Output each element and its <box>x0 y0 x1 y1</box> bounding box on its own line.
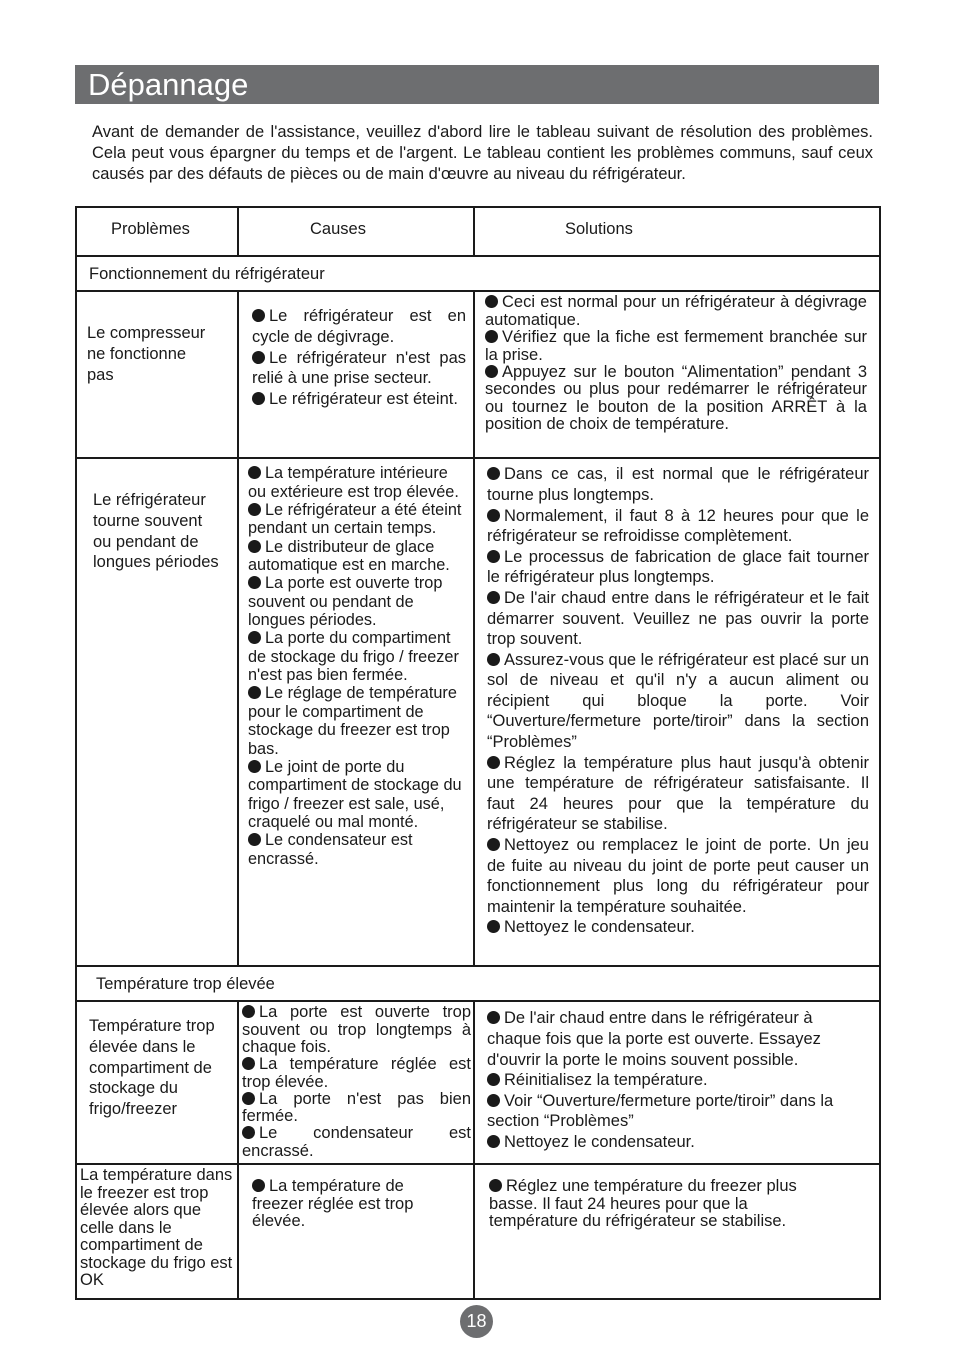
list-item: De l'air chaud entre dans le réfrigérateur et le fait démarrer souvent. Veuillez ne pas ouvrir la porte trop souvent. <box>487 588 869 649</box>
bullet-icon <box>242 1126 255 1139</box>
causes-list <box>252 1178 457 1231</box>
list-item: Le réglage de température pour le compartiment de stockage du freezer est trop bas. <box>248 684 457 758</box>
list-item: La porte est ouverte trop souvent ou trop longtemps à chaque fois. <box>242 1003 471 1056</box>
bullet-icon <box>248 686 261 699</box>
bullet-icon <box>487 509 500 522</box>
page-number-badge: 18 <box>460 1305 493 1338</box>
bullet-icon <box>242 1005 255 1018</box>
list-item: Le réfrigérateur est en cycle de dégivrage. <box>252 307 466 347</box>
table-row <box>76 291 880 458</box>
list-item: Voir “Ouverture/fermeture porte/tiroir” dans la section “Problèmes” <box>487 1091 834 1131</box>
list-item: Le joint de porte du compartiment de stockage du frigo / freezer est sale, usé, craquelé ou mal monté. <box>248 757 462 831</box>
list-item: Le condensateur est encrassé. <box>248 831 413 868</box>
problem-text: La température dans le freezer est trop élevée alors que celle dans le compartiment de stockage du frigo est OK <box>80 1166 233 1290</box>
section-title: Température trop élevée <box>96 975 275 994</box>
list-item: Le réfrigérateur est éteint. <box>252 389 466 410</box>
list-item: Le distributeur de glace automatique est en marche. <box>248 537 450 575</box>
list-item: Réglez la température plus haut jusqu'à obtenir une température de réfrigérateur satisfaisante. Il faut 24 heures pour que la température du réfrigérateur se stabilise. <box>487 753 869 834</box>
causes-list <box>242 1004 471 1160</box>
title-bar <box>75 65 879 104</box>
solutions-list <box>487 464 869 938</box>
header-solutions: Solutions <box>565 220 633 238</box>
bullet-icon <box>252 351 265 364</box>
bullet-icon <box>242 1092 255 1105</box>
bullet-icon <box>487 591 500 604</box>
troubleshooting-table <box>75 206 881 1300</box>
table-row <box>76 1164 880 1299</box>
bullet-icon <box>487 920 500 933</box>
problem-text: Le compresseur ne fonctionne pas <box>87 324 206 384</box>
bullet-icon <box>252 309 265 322</box>
bullet-icon <box>248 760 261 773</box>
bullet-icon <box>248 540 261 553</box>
list-item: Appuyez sur le bouton “Alimentation” pendant 3 secondes ou plus pour redémarrer le réfrigérateur ou tournez le bouton de la position ARRÊT à la position de choix de température. <box>485 363 867 434</box>
bullet-icon <box>487 653 500 666</box>
bullet-icon <box>487 550 500 563</box>
problem-text: Température trop élevée dans le compartiment de stockage du frigo/freezer <box>89 1017 215 1118</box>
list-item: Dans ce cas, il est normal que le réfrigérateur tourne plus longtemps. <box>487 465 869 504</box>
list-item: Le réfrigérateur a été éteint pendant un certain temps. <box>248 501 462 538</box>
solutions-list <box>487 1008 863 1152</box>
bullet-icon <box>242 1057 255 1070</box>
bullet-icon <box>487 467 500 480</box>
bullet-icon <box>252 1179 265 1192</box>
list-item: Nettoyez le condensateur. <box>487 1132 863 1153</box>
list-item: La température réglée est trop élevée. <box>242 1055 471 1091</box>
bullet-icon <box>487 756 500 769</box>
list-item: Ceci est normal pour un réfrigérateur à dégivrage automatique. <box>485 293 867 329</box>
page-title: Dépannage <box>88 67 249 102</box>
bullet-icon <box>248 631 261 644</box>
bullet-icon <box>485 365 498 378</box>
bullet-icon <box>487 838 500 851</box>
list-item: La porte du compartiment de stockage du frigo / freezer n'est pas bien fermée. <box>248 629 459 685</box>
list-item: La température de freezer réglée est trop élevée. <box>252 1177 414 1231</box>
problem-text: Le réfrigérateur tourne souvent ou pendant de longues périodes <box>93 491 219 572</box>
solutions-list <box>489 1178 829 1231</box>
header-problems: Problèmes <box>111 220 190 238</box>
bullet-icon <box>252 392 265 405</box>
bullet-icon <box>487 1135 500 1148</box>
causes-list <box>248 464 468 868</box>
list-item: Nettoyez ou remplacez le joint de porte. Un jeu de fuite au niveau du joint de porte peut causer un fonctionnement plus long du réfrigérateur pour maintenir la température souhaitée. <box>487 836 869 916</box>
bullet-icon <box>487 1073 500 1086</box>
table-header-row <box>76 207 880 256</box>
bullet-icon <box>485 295 498 308</box>
bullet-icon <box>248 833 261 846</box>
list-item: De l'air chaud entre dans le réfrigérateur à chaque fois que la porte est ouverte. Essayez d'ouvrir la porte le moins souvent possible. <box>487 1009 821 1069</box>
section-row <box>76 256 880 291</box>
bullet-icon <box>248 503 261 516</box>
bullet-icon <box>487 1011 500 1024</box>
section-row <box>76 966 880 1001</box>
section-title: Fonctionnement du réfrigérateur <box>89 265 325 284</box>
bullet-icon <box>248 576 261 589</box>
list-item: Le réfrigérateur n'est pas relié à une prise secteur. <box>252 348 466 388</box>
intro-paragraph: Avant de demander de l'assistance, veuillez d'abord lire le tableau suivant de résolution des problèmes. Cela peut vous épargner du temps et de l'argent. Le tableau contient les problèmes communs, sauf ceux causés par des défauts de pièces ou de main d'œuvre au niveau du réfrigérateur. <box>92 123 873 183</box>
list-item: Nettoyez le condensateur. <box>487 917 869 938</box>
solutions-list <box>485 294 867 433</box>
list-item: Réglez une température du freezer plus basse. Il faut 24 heures pour que la température du réfrigérateur se stabilise. <box>489 1177 797 1231</box>
bullet-icon <box>487 1094 500 1107</box>
list-item: La température intérieure ou extérieure est trop élevée. <box>248 464 459 501</box>
table-row <box>76 458 880 966</box>
header-causes: Causes <box>310 220 366 238</box>
bullet-icon <box>485 330 498 343</box>
list-item: Assurez-vous que le réfrigérateur est placé sur un sol de niveau et qu'il n'y a aucun aliment ou récipient qui bloque la porte. Voir “Ouverture/fermeture porte/tiroir” dans la section “Problèmes” <box>487 650 870 752</box>
table-row <box>76 1001 880 1164</box>
list-item: Le condensateur est encrassé. <box>242 1124 471 1160</box>
bullet-icon <box>489 1179 502 1192</box>
list-item: La porte est ouverte trop souvent ou pendant de longues périodes. <box>248 574 443 630</box>
list-item: Normalement, il faut 8 à 12 heures pour que le réfrigérateur se refroidisse complètement. <box>487 506 869 546</box>
causes-list <box>252 306 466 409</box>
list-item: Vérifiez que la fiche est fermement branchée sur la prise. <box>485 328 867 364</box>
list-item: Réinitialisez la température. <box>487 1070 863 1091</box>
list-item: La porte n'est pas bien fermée. <box>242 1089 471 1126</box>
bullet-icon <box>248 466 261 479</box>
list-item: Le processus de fabrication de glace fait tourner le réfrigérateur plus longtemps. <box>487 547 869 587</box>
